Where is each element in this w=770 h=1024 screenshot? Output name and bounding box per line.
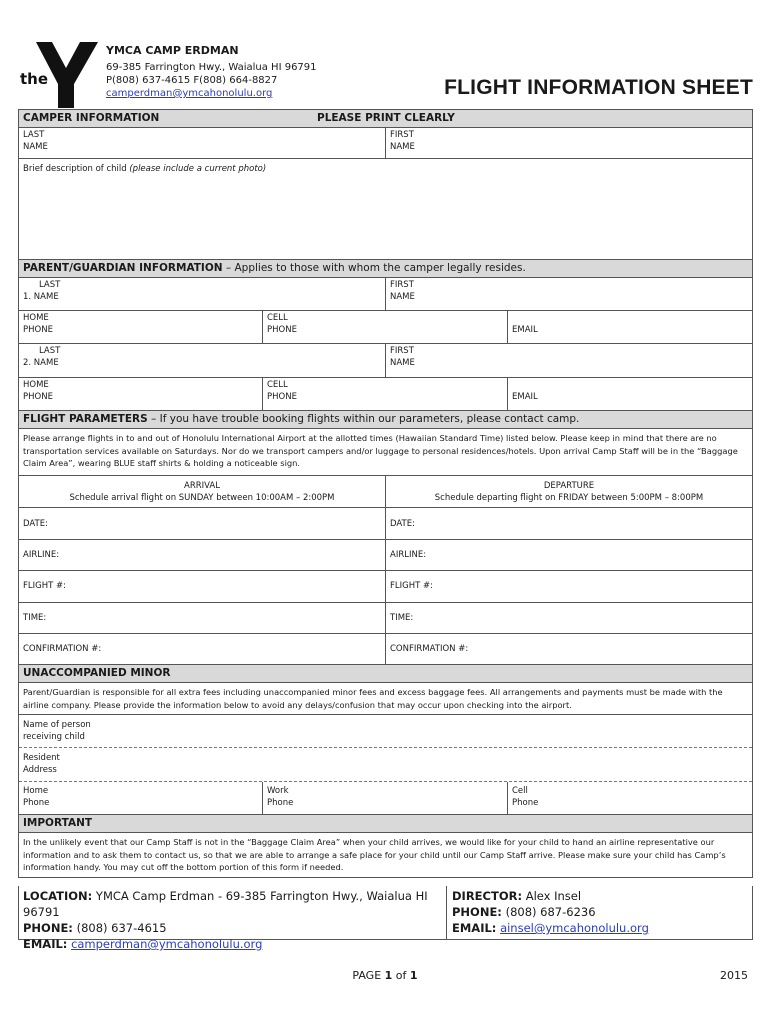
parent-section-header (19, 260, 752, 278)
letterhead (18, 40, 753, 108)
departure-airline-field[interactable]: AIRLINE: (385, 540, 752, 570)
time-row (19, 603, 752, 634)
parent2-email-field[interactable]: EMAIL (507, 378, 752, 410)
location-label: LOCATION: (23, 889, 93, 903)
camper-first-name-field[interactable]: FIRST NAME (385, 128, 752, 158)
arrival-flight-number-field[interactable]: FLIGHT #: (23, 581, 66, 591)
minor-work-phone-field[interactable]: Work Phone (262, 782, 507, 814)
org-phones: P(808) 637-4615 F(808) 664-8827 (106, 75, 278, 86)
director-label: DIRECTOR: (452, 889, 523, 903)
flight-heading: FLIGHT PARAMETERS (23, 413, 148, 425)
parent2-home-phone-field[interactable]: HOME PHONE (23, 380, 53, 402)
parent1-cell-phone-field[interactable]: CELL PHONE (262, 311, 507, 343)
parent2-first-name-field[interactable]: FIRST NAME (385, 344, 752, 377)
parent1-first-name-field[interactable]: FIRST NAME (385, 278, 752, 310)
resident-address-field[interactable]: Resident Address (19, 748, 752, 782)
description-label: Brief description of child (23, 164, 127, 174)
flight-number-row (19, 571, 752, 603)
flight-section-header (19, 411, 752, 429)
camp-email-link[interactable]: camperdman@ymcahonolulu.org (71, 937, 263, 951)
parent1-home-phone-field[interactable]: HOME PHONE (23, 313, 53, 335)
director-phone-value: (808) 687-6236 (501, 905, 596, 919)
logo-the-text: the (20, 70, 49, 88)
departure-schedule (385, 476, 752, 507)
parent2-phone-row (19, 378, 752, 411)
minor-phone-row (19, 782, 752, 815)
minor-cell-phone-field[interactable]: Cell Phone (507, 782, 752, 814)
departure-flight-number-field[interactable]: FLIGHT #: (385, 571, 752, 602)
important-section-header (19, 815, 752, 833)
departure-date-field[interactable]: DATE: (385, 508, 752, 539)
parent1-last-name-field[interactable]: LAST 1. NAME (23, 280, 61, 302)
departure-confirmation-field[interactable]: CONFIRMATION #: (385, 634, 752, 664)
minor-home-phone-field[interactable]: Home Phone (23, 786, 50, 808)
parent2-last-name-field[interactable]: LAST 2. NAME (23, 346, 61, 368)
confirmation-row (19, 634, 752, 665)
arrival-schedule (19, 476, 385, 507)
arrival-title: ARRIVAL (184, 481, 220, 491)
parent1-name-row (19, 278, 752, 311)
director-block (446, 886, 752, 939)
camp-location-block (19, 886, 446, 951)
location-value: YMCA Camp Erdman - 69-385 Farrington Hwy., Waialua HI 96791 (23, 889, 428, 919)
camper-description-field[interactable] (19, 159, 752, 260)
parent2-cell-phone-field[interactable]: CELL PHONE (262, 378, 507, 410)
receiving-person-field[interactable]: Name of person receiving child (19, 715, 752, 748)
minor-section-header (19, 665, 752, 683)
important-heading: IMPORTANT (23, 817, 93, 829)
camper-last-name-field[interactable]: LAST NAME (23, 130, 48, 152)
arrival-time-field[interactable]: TIME: (23, 613, 47, 623)
important-text: In the unlikely event that our Camp Staff is not in the “Baggage Claim Area” when your child arrives, we would like for your child to hand an airline representative our information and to ask them to contact us, so that we are able to arrange a safe place for your child until our Camp Staff arrive. Please make sure your child has Camp’s information handy. You may cut off the bottom portion of this form if needed. (19, 833, 752, 878)
arrival-confirmation-field[interactable]: CONFIRMATION #: (23, 644, 102, 654)
org-address: 69-385 Farrington Hwy., Waialua HI 96791 (106, 62, 317, 73)
parent-note: – Applies to those with whom the camper legally resides. (222, 262, 526, 274)
director-value: Alex Insel (522, 889, 582, 903)
email-label: EMAIL: (23, 937, 68, 951)
flight-schedule-row (19, 476, 752, 508)
camper-name-row (19, 128, 752, 159)
print-note: PLEASE PRINT CLEARLY (317, 112, 455, 124)
logo-ymca-text: YMCA (74, 87, 87, 103)
director-phone-label: PHONE: (452, 905, 502, 919)
airline-row (19, 540, 752, 571)
page-number: PAGE 1 of 1 (352, 969, 418, 982)
date-row (19, 508, 752, 540)
org-contact (106, 44, 317, 100)
departure-time-field[interactable]: TIME: (385, 603, 752, 633)
arrival-airline-field[interactable]: AIRLINE: (23, 550, 60, 560)
document-year: 2015 (720, 969, 748, 982)
org-email-link[interactable]: camperdman@ymcahonolulu.org (106, 88, 273, 99)
description-note: (please include a current photo) (129, 164, 267, 174)
flight-form (18, 109, 753, 878)
minor-heading: UNACCOMPANIED MINOR (23, 667, 171, 679)
parent2-name-row (19, 344, 752, 378)
flight-instructions: Please arrange flights in to and out of Honolulu International Airport at the allotted times (Hawaiian Standard Time) listed below. Please keep in mind that there are no transportation services available on Saturdays. Nor do we transport campers and/or luggage to personal residences/hotels. Upon arrival Camp Staff will be in the “Baggage Claim Area”, wearing BLUE staff shirts & holding a noticeable sign. (19, 429, 752, 476)
phone-value: (808) 637-4615 (72, 921, 167, 935)
ymca-logo (18, 40, 108, 108)
phone-label: PHONE: (23, 921, 73, 935)
camper-heading: CAMPER INFORMATION (23, 112, 160, 124)
camper-section-header (19, 110, 752, 128)
parent-heading: PARENT/GUARDIAN INFORMATION (23, 262, 223, 274)
flight-note: – If you have trouble booking flights within our parameters, please contact camp. (147, 413, 580, 425)
camp-contact-footer (18, 886, 753, 951)
director-email-link[interactable]: ainsel@ymcahonolulu.org (500, 921, 649, 935)
director-email-label: EMAIL: (452, 921, 497, 935)
parent1-phone-row (19, 311, 752, 344)
arrival-note: Schedule arrival flight on SUNDAY between 10:00AM – 2:00PM (69, 493, 335, 503)
org-name: YMCA CAMP ERDMAN (106, 44, 239, 57)
departure-note: Schedule departing flight on FRIDAY between 5:00PM – 8:00PM (434, 493, 704, 503)
minor-instructions: Parent/Guardian is responsible for all extra fees including unaccompanied minor fees and excess baggage fees. All arrangements and payments must be made with the airline company. Please provide the information below to avoid any delays/confusion that may occur upon checking into the airport. (19, 683, 752, 715)
document-title: FLIGHT INFORMATION SHEET (444, 76, 753, 99)
departure-title: DEPARTURE (543, 481, 595, 491)
arrival-date-field[interactable]: DATE: (23, 519, 48, 529)
parent1-email-field[interactable]: EMAIL (507, 311, 752, 343)
